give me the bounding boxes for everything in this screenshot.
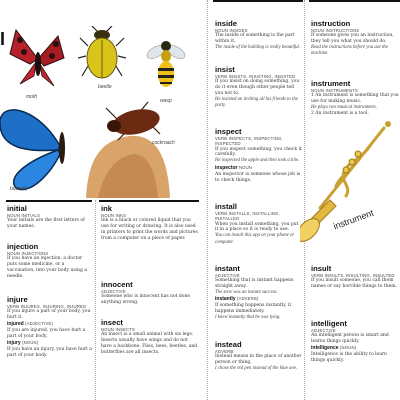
- word-class: VERB INSPECTS, INSPECTING, INSPECTED: [215, 135, 283, 147]
- word-class: NOUN INSTRUCTIONS: [311, 27, 360, 33]
- definition: If you inspect something, you check it carefully.: [215, 146, 302, 158]
- entry-instrument: [311, 80, 399, 117]
- subword: injured: [7, 321, 24, 328]
- beetle-image: [78, 26, 126, 82]
- word-class: ADJECTIVE: [311, 327, 336, 333]
- definition: Someone who is innocent has not done anything wrong.: [101, 294, 191, 306]
- headword: injection: [7, 242, 39, 251]
- example-sentence: He inspected the apple and then took a bite.: [215, 158, 300, 164]
- definition: Something that is instant happens straight away.: [215, 278, 294, 290]
- entry-innocent: [101, 281, 199, 306]
- headword: instrument: [311, 79, 351, 88]
- word-class: NOUN INSTRUMENTS: [311, 87, 358, 93]
- entry-instant: [215, 265, 303, 321]
- section-rule: [309, 0, 400, 2]
- headword: initial: [7, 204, 27, 213]
- example-sentence: The inside of the building is really beautiful.: [215, 45, 301, 51]
- definition: If you insist on doing something, you do it even though other people tell you not to.: [215, 79, 300, 97]
- word-class: (NOUN): [22, 339, 39, 345]
- word-class: VERB INSULTS, INSULTING, INSULTED: [311, 272, 395, 278]
- entry-intelligent: [311, 320, 399, 364]
- subword: instantly: [215, 296, 236, 303]
- entry-ink: [101, 205, 199, 242]
- wasp-label: wasp: [160, 98, 172, 104]
- definition: If something happens instantly, it happens immediately.: [215, 303, 292, 315]
- entry-injection: [7, 243, 93, 280]
- definition: Ink is a black or colored liquid that you use for writing or drawing. It is also used in printers to print the words and pictures from a computer on a piece of paper.: [101, 218, 198, 241]
- definition: An inspector is someone whose job is to check things.: [215, 171, 301, 183]
- definition: An intelligent person is smart and learns things quickly.: [311, 333, 389, 345]
- word-class: ADJECTIVE: [101, 288, 126, 294]
- word-class: (NOUN): [339, 345, 357, 351]
- cockroach-image: [78, 100, 178, 198]
- word-class: VERB INSTALLS, INSTALLING, INSTALLED: [215, 210, 280, 222]
- cockroach-label: cockroach: [152, 140, 175, 146]
- headword: ink: [101, 204, 112, 213]
- entry-inside: [215, 20, 303, 51]
- column-divider: [207, 0, 208, 400]
- section-rule: [6, 200, 92, 202]
- word-class: NOUN INSECTS: [101, 326, 136, 332]
- headword: insult: [311, 264, 332, 273]
- insect-illustrations: [0, 0, 200, 200]
- wasp-image: [142, 34, 190, 94]
- example-sentence: You can install this app on your phone or computer.: [215, 233, 295, 245]
- entry-instruction: [311, 20, 399, 57]
- definition: Instead means in the place of another person or thing.: [215, 354, 302, 366]
- subword: intelligence: [311, 345, 339, 352]
- headword: intelligent: [311, 319, 347, 328]
- entry-install: [215, 203, 303, 246]
- section-rule: [99, 200, 199, 202]
- word-class: NOUN INKS: [101, 212, 127, 218]
- entry-initial: [7, 205, 93, 230]
- example-sentence: I knew instantly that he was lying.: [215, 315, 281, 321]
- entry-insult: [311, 265, 399, 290]
- butterfly-image: [0, 100, 76, 192]
- definition: If someone gives you an instruction, they tell you what you should do.: [311, 33, 394, 45]
- beetle-label: beetle: [98, 84, 112, 90]
- headword: innocent: [101, 280, 133, 289]
- definition: When you install something, you put it in a place so it is ready to use.: [215, 221, 299, 233]
- entry-inspect: [215, 128, 303, 184]
- headword: inspect: [215, 127, 242, 136]
- instrument-label: instrument: [332, 207, 375, 232]
- definition: An insect is a small animal with six legs. Insects usually have wings and do not have a backbone. Flies, bees, beetles, and butterflies are all insects.: [101, 332, 198, 355]
- definition: If you have an injection, a doctor puts some medicine, or a vaccination, into your body using a needle.: [7, 256, 88, 279]
- initial-letter: I: [0, 29, 6, 49]
- entry-instead: [215, 341, 303, 372]
- definition: 2 An instrument is a tool.: [311, 111, 369, 117]
- word-class: ADVERB: [215, 348, 234, 354]
- entry-insist: [215, 66, 303, 109]
- word-class: NOUN: [238, 164, 253, 170]
- definition: Intelligence is the ability to learn things quickly.: [311, 352, 387, 363]
- word-class: VERB INJURES, INJURING, INJURED: [7, 303, 87, 309]
- definition: If you are injured, you have hurt a part of your body.: [7, 328, 86, 339]
- headword: inside: [215, 19, 237, 28]
- subword: inspector: [215, 164, 238, 171]
- word-class: (ADVERB): [237, 296, 259, 302]
- word-class: VERB INSISTS, INSISTING, INSISTED: [215, 73, 296, 79]
- definition: If you have an injury, you have hurt a part of your body.: [7, 346, 92, 358]
- entry-injure: [7, 296, 93, 359]
- headword: instant: [215, 264, 240, 273]
- definition: Your initials are the first letters of your names.: [7, 218, 85, 230]
- definition: If you insult someone, you call them names or say horrible things to them.: [311, 278, 397, 290]
- headword: install: [215, 202, 237, 211]
- headword: insect: [101, 318, 123, 327]
- word-class: NOUN INSIDES: [215, 27, 248, 33]
- headword: instruction: [311, 19, 351, 28]
- moth-label: moth: [26, 94, 38, 100]
- word-class: ADJECTIVE: [215, 272, 240, 278]
- entry-insect: [101, 319, 199, 356]
- example-sentence: The stew was an instant success.: [215, 290, 278, 296]
- example-sentence: He insisted on inviting all his friends to the party.: [215, 97, 298, 109]
- column-divider: [95, 200, 96, 400]
- definition: If you injure a part of your body, you hurt it.: [7, 309, 91, 321]
- butterfly-label: butterfly: [10, 186, 28, 192]
- moth-image: [8, 24, 66, 94]
- subword: injury: [7, 339, 21, 346]
- example-sentence: Read the instructions before you use the machine.: [311, 45, 388, 57]
- example-sentence: He plays two musical instruments.: [311, 105, 377, 111]
- example-sentence: I chose the red pen instead of the blue one.: [215, 366, 298, 372]
- definition: The inside of something is the part within it.: [215, 33, 295, 45]
- word-class: NOUN INJECTIONS: [7, 250, 49, 256]
- headword: instead: [215, 340, 242, 349]
- word-class: (ADJECTIVE): [25, 321, 54, 327]
- section-rule: [213, 0, 303, 2]
- headword: insist: [215, 65, 235, 74]
- word-class: NOUN INITIALS: [7, 212, 41, 218]
- definition: 1 An instrument is something that you use for making music.: [311, 93, 399, 105]
- headword: injure: [7, 295, 28, 304]
